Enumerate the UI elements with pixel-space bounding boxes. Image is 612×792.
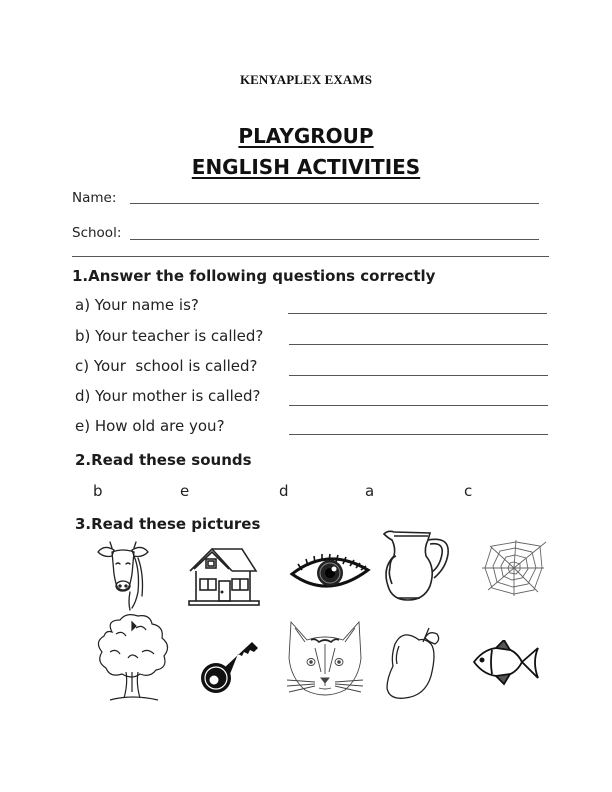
organization-name: KENYAPLEX EXAMS: [239, 72, 373, 87]
question-c: c) Your school is called?: [75, 357, 258, 375]
question-b: b) Your teacher is called?: [75, 327, 264, 345]
section2-heading: 2.Read these sounds: [75, 451, 252, 469]
answer-field-e[interactable]: [289, 434, 548, 435]
divider: [72, 256, 549, 257]
school-field[interactable]: [130, 239, 539, 240]
cat-icon: [285, 618, 365, 698]
fish-icon: [470, 640, 544, 686]
page-title: [0, 124, 612, 148]
answer-field-a[interactable]: [288, 313, 547, 314]
answer-field-c[interactable]: [289, 375, 548, 376]
name-field[interactable]: [130, 203, 539, 204]
sound-a: a: [365, 482, 375, 500]
sound-c: c: [464, 482, 473, 500]
sound-d: d: [279, 482, 289, 500]
question-d: d) Your mother is called?: [75, 387, 261, 405]
key-icon: [200, 638, 260, 694]
title-line-2: ENGLISH ACTIVITIES: [191, 155, 421, 179]
question-e: e) How old are you?: [75, 417, 225, 435]
section1-heading: 1.Answer the following questions correctly: [72, 267, 436, 285]
house-icon: [186, 545, 262, 607]
cow-icon: [92, 540, 154, 612]
tree-icon: [92, 612, 174, 704]
answer-field-d[interactable]: [289, 405, 548, 406]
question-a: a) Your name is?: [75, 296, 199, 314]
sound-e: e: [180, 482, 190, 500]
title-line-1: PLAYGROUP: [238, 124, 374, 148]
sound-b: b: [93, 482, 103, 500]
jug-icon: [380, 528, 456, 604]
spider-web-icon: [480, 538, 548, 598]
section3-heading: 3.Read these pictures: [75, 515, 261, 533]
mango-icon: [385, 622, 445, 702]
answer-field-b[interactable]: [289, 344, 548, 345]
school-label: School:: [72, 225, 122, 241]
eye-icon: [288, 548, 372, 598]
page-subtitle: [0, 155, 612, 179]
name-label: Name:: [72, 190, 117, 206]
